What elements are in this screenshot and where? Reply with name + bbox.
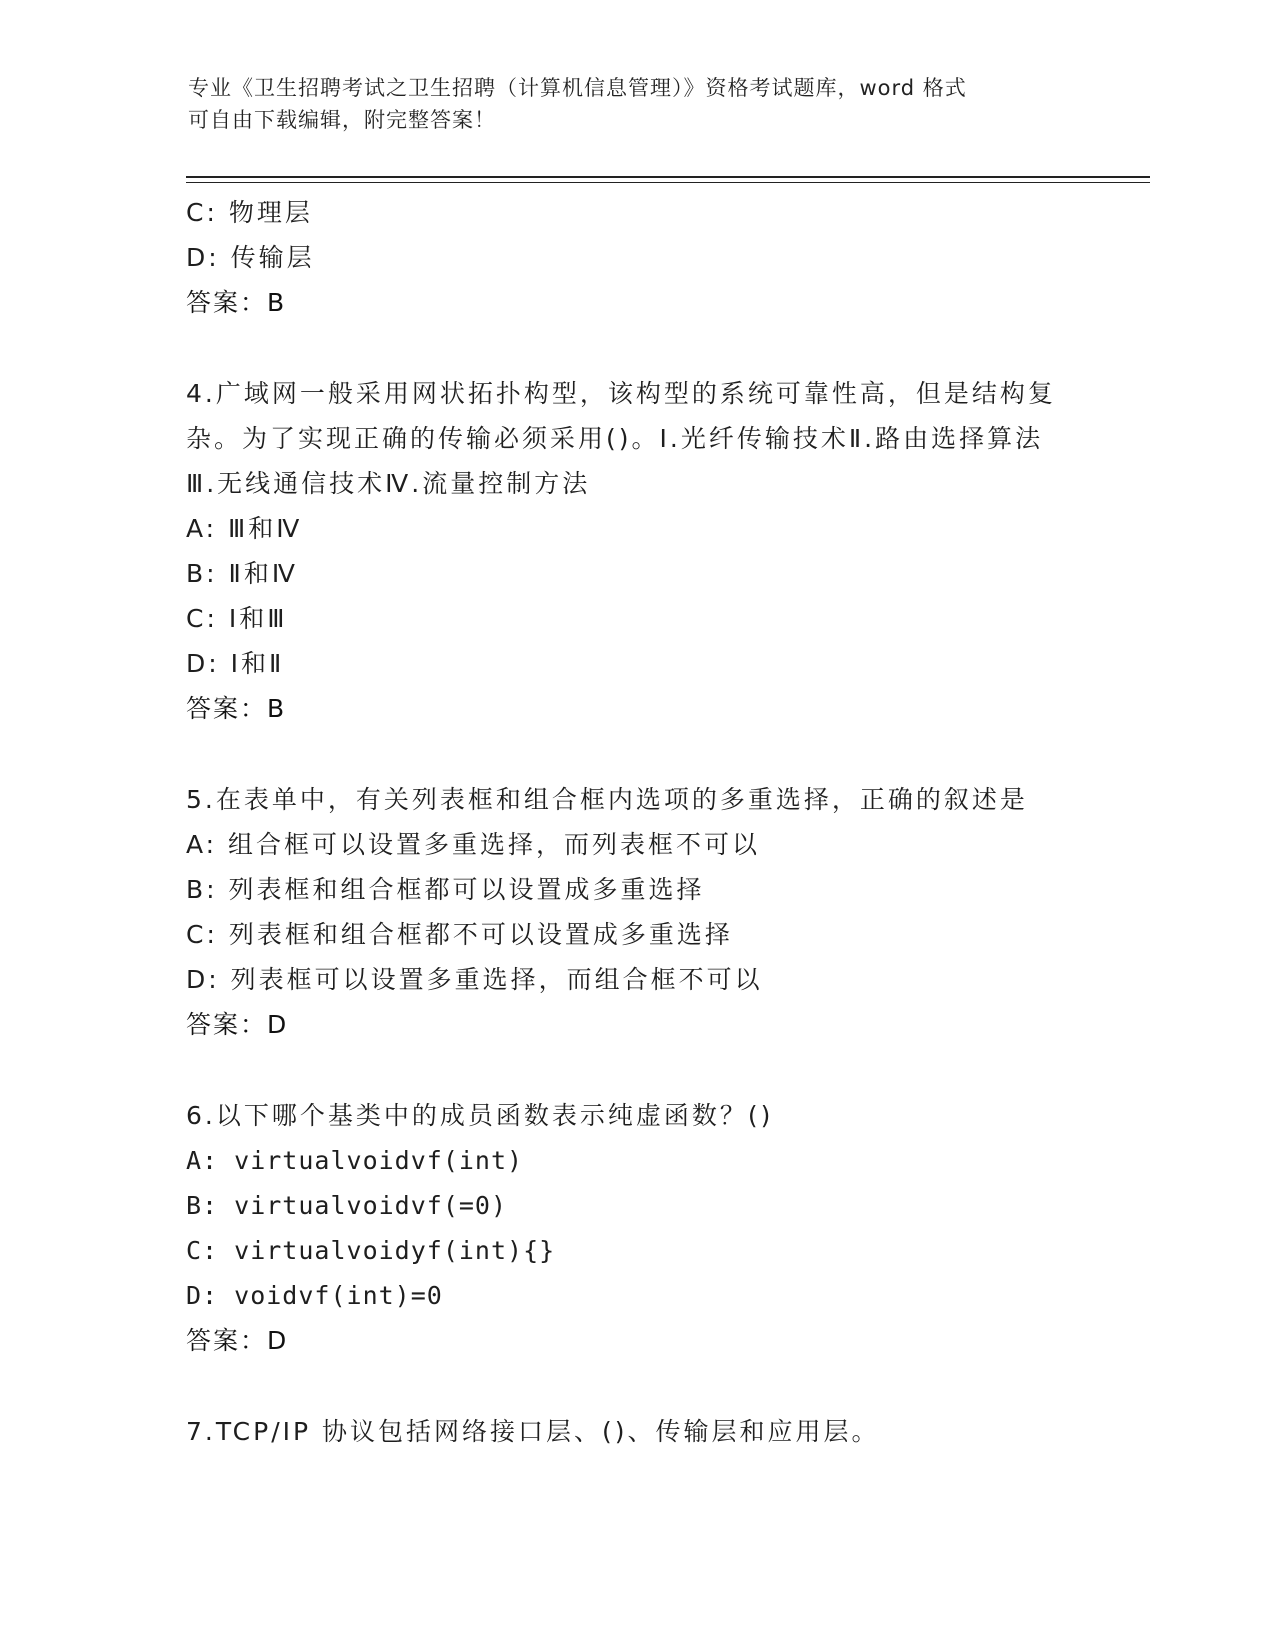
q4-text: 4.广域网一般采用网状拓扑构型，该构型的系统可靠性高，但是结构复杂。为了实现正确的传输必须采用()。Ⅰ.光纤传输技术Ⅱ.路由选择算法Ⅲ.无线通信技术Ⅳ.流量控制方法 xyxy=(186,379,1056,498)
q3-answer: 答案：B xyxy=(186,288,287,317)
question-4 xyxy=(186,371,1086,731)
spacer xyxy=(186,325,1086,371)
header-title-line2: 可自由下载编辑，附完整答案！ xyxy=(188,108,496,132)
question-7 xyxy=(186,1409,1086,1454)
q3-option-d: D: 传输层 xyxy=(186,243,315,272)
q4-option-b: B: Ⅱ和Ⅳ xyxy=(186,559,298,588)
header-rule-thick xyxy=(186,176,1150,178)
header-rule-thin xyxy=(186,182,1150,183)
q6-option-c: C: virtualvoidyf(int){} xyxy=(186,1236,556,1265)
q7-text: 7.TCP/IP 协议包括网络接口层、()、传输层和应用层。 xyxy=(186,1417,880,1446)
q5-option-d: D: 列表框可以设置多重选择，而组合框不可以 xyxy=(186,965,763,994)
q6-option-a: A: virtualvoidvf(int) xyxy=(186,1146,524,1175)
q5-option-c: C: 列表框和组合框都不可以设置成多重选择 xyxy=(186,920,733,949)
spacer xyxy=(186,1363,1086,1409)
q6-option-b: B: virtualvoidvf(=0) xyxy=(186,1191,508,1220)
q4-answer: 答案：B xyxy=(186,694,287,723)
document-header xyxy=(188,72,1068,136)
q4-option-c: C: Ⅰ和Ⅲ xyxy=(186,604,288,633)
q5-text: 5.在表单中，有关列表框和组合框内选项的多重选择，正确的叙述是 xyxy=(186,785,1028,814)
question-content xyxy=(186,190,1086,1454)
q4-option-a: A: Ⅲ和Ⅳ xyxy=(186,514,303,543)
q5-answer: 答案：D xyxy=(186,1010,289,1039)
q5-option-a: A: 组合框可以设置多重选择，而列表框不可以 xyxy=(186,830,761,859)
question-5 xyxy=(186,777,1086,1047)
question-3-tail xyxy=(186,190,1086,325)
q4-option-d: D: Ⅰ和Ⅱ xyxy=(186,649,285,678)
spacer xyxy=(186,1047,1086,1093)
header-title-line1: 专业《卫生招聘考试之卫生招聘（计算机信息管理）》资格考试题库，word 格式 xyxy=(188,76,967,100)
q5-option-b: B: 列表框和组合框都可以设置成多重选择 xyxy=(186,875,705,904)
q3-option-c: C: 物理层 xyxy=(186,198,313,227)
q6-option-d: D: voidvf(int)=0 xyxy=(186,1281,443,1310)
spacer xyxy=(186,731,1086,777)
q6-text: 6.以下哪个基类中的成员函数表示纯虚函数？() xyxy=(186,1101,774,1130)
q6-answer: 答案：D xyxy=(186,1326,289,1355)
question-6 xyxy=(186,1093,1086,1363)
